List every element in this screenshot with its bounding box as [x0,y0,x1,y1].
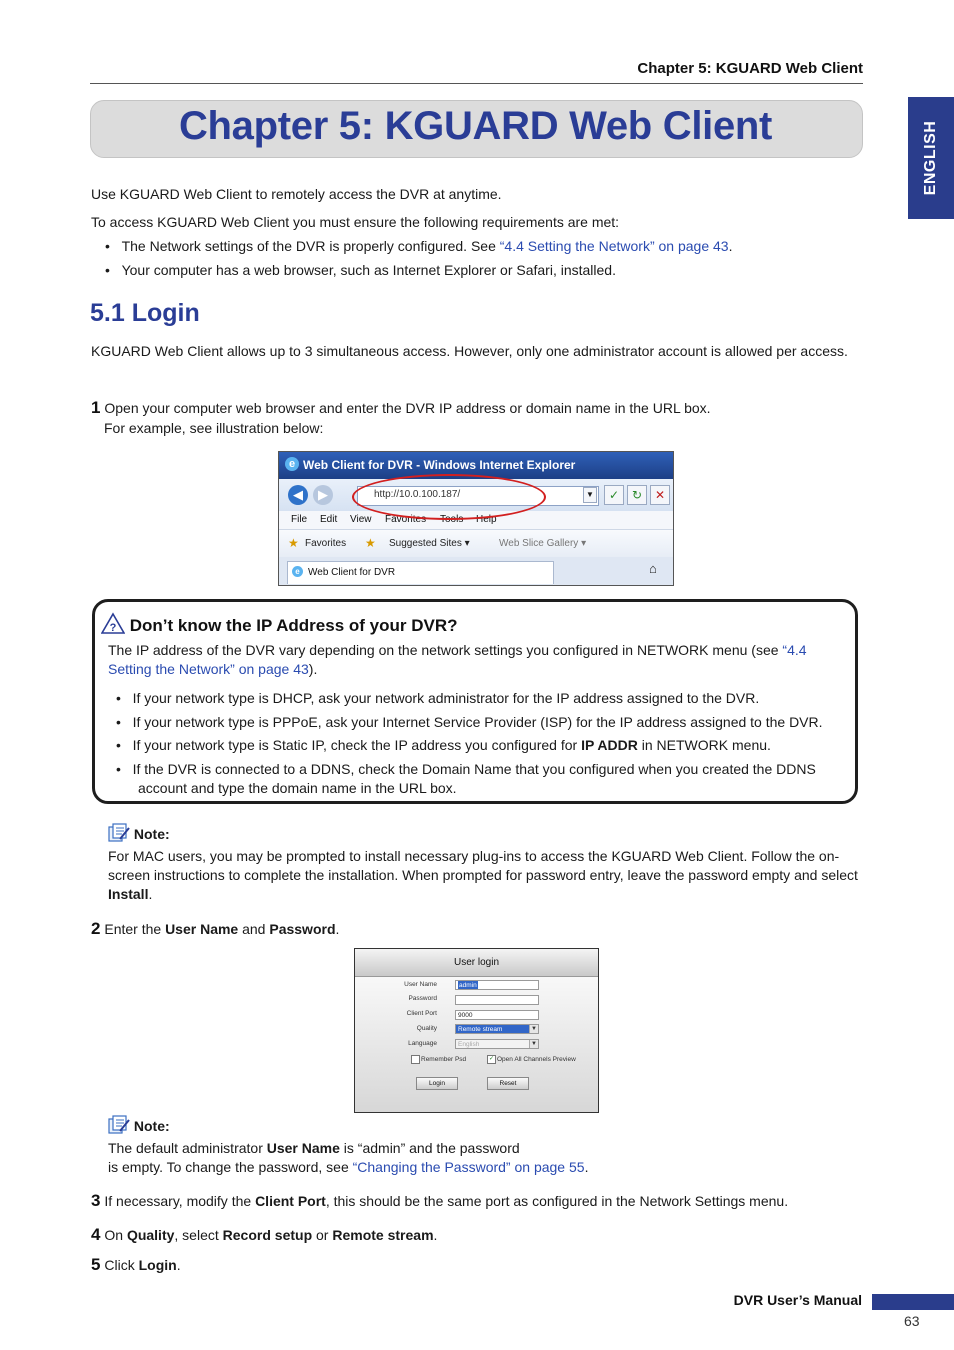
step-4-mid: , select [174,1227,223,1243]
tab-ie-icon: e [292,566,303,577]
header-rule [90,83,863,84]
favorites-button[interactable]: Favorites [305,538,347,549]
step-1 [91,398,863,418]
bullet-icon: • [105,262,110,278]
step-5-text: Click [104,1257,139,1273]
step-5 [91,1255,863,1275]
callout-bullet-2-text: If your network type is PPPoE, ask your Internet Service Provider (ISP) for the IP address assigned to the DVR. [132,714,823,730]
section-title: 5.1 Login [90,299,200,327]
callout-bullet-3-text: If your network type is Static IP, check the IP address you configured for [132,737,582,753]
remember-password-checkbox[interactable] [411,1055,420,1064]
menu-tools[interactable]: Tools [440,514,464,525]
callout-link-setting-network[interactable]: “4.4 Setting the Network” on page 43 [108,642,807,677]
side-tab-label: ENGLISH [922,120,939,196]
running-header: Chapter 5: KGUARD Web Client [637,60,863,77]
note-2-line-1-text: The default administrator [108,1140,267,1156]
step-4-mid-2: or [312,1227,333,1243]
note-2-line-2-end: . [584,1159,589,1175]
svg-text:?: ? [109,622,117,634]
step-2-text: Enter the [104,921,166,937]
callout-paragraph-text: The IP address of the DVR vary depending on the network settings you configured in NETWORK menu (see [108,642,783,658]
step-3-bold: Client Port [255,1193,326,1209]
menu-view[interactable]: View [350,514,372,525]
note-1-end: . [148,886,153,902]
bullet-icon: • [116,761,121,777]
chevron-down-icon: ▼ [529,1040,538,1048]
login-title: User login [453,957,500,968]
add-favorite-icon[interactable]: ★ [365,536,376,550]
language-side-tab [908,97,954,219]
login-button[interactable]: Login [416,1077,458,1090]
step-5-end: . [176,1257,181,1273]
page-number: 63 [904,1313,920,1329]
step-5-number: 5 [91,1255,101,1274]
intro-bullet-2 [105,261,865,280]
menu-help[interactable]: Help [476,514,497,525]
bullet-icon: • [105,238,110,254]
callout-title [101,612,457,636]
step-2 [91,919,863,939]
web-slice-gallery[interactable]: Web Slice Gallery ▾ [499,538,587,549]
browser-tab[interactable] [287,561,554,584]
step-1-text: Open your computer web browser and enter the DVR IP address or domain name in the URL box. [104,400,711,416]
warning-icon [101,612,125,634]
note-2-line-1 [108,1139,853,1158]
intro-bullet-1-text: The Network settings of the DVR is properly configured. See [121,238,500,254]
callout-bullet-3-end: in NETWORK menu. [637,737,771,753]
footer-bar [872,1294,954,1310]
quality-select[interactable] [455,1024,539,1034]
link-setting-network[interactable]: “4.4 Setting the Network” on page 43 [499,238,729,254]
step-4-end: . [433,1227,438,1243]
step-2-bold-username: User Name [165,921,239,937]
language-value: English [458,1041,480,1048]
callout-bullet-4 [116,760,856,779]
note-icon [108,823,130,843]
footer-manual-title: DVR User’s Manual [733,1292,862,1308]
callout-bullet-1 [116,689,856,708]
password-field[interactable] [455,995,539,1005]
ie-logo-icon: e [285,457,299,471]
note-2-bold: User Name [266,1140,340,1156]
intro-bullet-1 [105,237,865,256]
step-4-number: 4 [91,1225,101,1244]
intro-paragraph-2: To access KGUARD Web Client you must ensure the following requirements are met: [91,214,620,230]
quality-value: Remote stream [458,1026,503,1033]
callout-paragraph-end: ). [308,661,318,677]
step-2-bold-password: Password [269,921,336,937]
username-value: admin [459,982,477,989]
label-user-name: User Name [404,981,437,988]
label-quality: Quality [416,1025,437,1032]
note-1-bold: Install [108,886,149,902]
note-2-head [108,1115,170,1135]
url-dropdown-icon[interactable]: ▼ [583,487,597,503]
callout-bullet-4-line-1: If the DVR is connected to a DDNS, check the Domain Name that you configured when you created the DDNS [132,761,816,777]
callout-bullet-3-bold: IP ADDR [581,737,638,753]
step-2-end: . [335,921,340,937]
step-5-bold: Login [138,1257,177,1273]
step-4 [91,1225,863,1245]
bullet-icon: • [116,714,121,730]
refresh-icon[interactable]: ↻ [627,485,647,505]
client-port-field[interactable]: 9000 [455,1010,539,1020]
step-4-bold-quality: Quality [126,1227,175,1243]
step-4-bold-record: Record setup [222,1227,313,1243]
step-3-text: If necessary, modify the [104,1193,256,1209]
intro-bullet-2-text: Your computer has a web browser, such as Internet Explorer or Safari, installed. [121,262,616,278]
url-text: http://10.0.100.187/ [374,489,461,500]
note-icon [108,1115,130,1135]
username-field[interactable] [455,980,539,990]
favorites-bar [279,530,673,557]
note-1-label: Note: [133,826,170,842]
step-1-number: 1 [91,398,101,417]
browser-tabbar [279,557,673,585]
label-language: Language [408,1040,437,1047]
chapter-title: Chapter 5: KGUARD Web Client [178,104,773,148]
browser-window-title: Web Client for DVR - Windows Internet Explorer [303,458,576,472]
label-password: Password [408,995,437,1002]
intro-paragraph-1: Use KGUARD Web Client to remotely access the DVR at anytime. [91,186,502,202]
bullet-icon: • [116,737,121,753]
menu-favorites[interactable]: Favorites [385,514,427,525]
compatibility-icon[interactable]: ✓ [604,485,624,505]
callout-paragraph [108,641,853,679]
callout-bullet-4-line-2: account and type the domain name in the URL box. [138,780,457,796]
menu-edit[interactable]: Edit [320,514,338,525]
user-login-illustration [354,948,599,1113]
language-select[interactable] [455,1039,539,1049]
bullet-icon: • [116,690,121,706]
note-1-head [108,823,170,843]
browser-tab-label: Web Client for DVR [308,567,396,578]
note-2-label: Note: [133,1118,170,1134]
step-3-end: , this should be the same port as configured in the Network Settings menu. [325,1193,789,1209]
step-1-example: For example, see illustration below: [104,420,324,436]
label-client-port: Client Port [406,1010,437,1017]
reset-button[interactable]: Reset [487,1077,529,1090]
suggested-sites[interactable]: Suggested Sites ▾ [389,538,470,549]
star-icon: ★ [288,536,299,550]
callout-bullet-3 [116,736,856,755]
open-all-channels-label: Open All Channels Preview [497,1056,576,1063]
section-paragraph: KGUARD Web Client allows up to 3 simultaneous access. However, only one administrator account is allowed per access. [91,343,848,359]
menu-file[interactable]: File [291,514,308,525]
note-1-text [108,847,858,904]
login-header [355,949,598,977]
callout-bullet-2 [116,713,856,732]
back-arrow-icon[interactable]: ◀ [288,485,308,505]
callout-bullet-1-text: If your network type is DHCP, ask your network administrator for the IP address assigned to the DVR. [132,690,760,706]
step-3 [91,1191,863,1211]
step-2-number: 2 [91,919,101,938]
step-4-bold-remote: Remote stream [332,1227,434,1243]
step-2-mid: and [238,921,270,937]
note-2-line-2-text: is empty. To change the password, see [108,1159,353,1175]
step-3-number: 3 [91,1191,101,1210]
stop-icon[interactable]: ✕ [650,485,670,505]
note-2-line-1-end: is “admin” and the password [339,1140,520,1156]
url-highlight-ellipse [352,474,546,520]
link-changing-password[interactable]: “Changing the Password” on page 55 [352,1159,585,1175]
note-2-line-2 [108,1158,853,1177]
note-1-body: For MAC users, you may be prompted to install necessary plug-ins to access the KGUARD Web Client. Follow the on-screen instructions to complete the installation. When prompted for password entry, leave the password empty and select [108,848,858,883]
chevron-down-icon: ▼ [529,1025,538,1033]
callout-title-text: Don’t know the IP Address of your DVR? [129,616,458,635]
open-all-channels-checkbox[interactable]: ✓ [488,1056,495,1062]
remember-password-label: Remember Psd [421,1056,467,1063]
forward-arrow-icon[interactable]: ▶ [313,485,333,505]
intro-bullet-1-end: . [728,238,733,254]
step-4-text: On [104,1227,127,1243]
home-icon[interactable]: ⌂ [649,561,657,576]
